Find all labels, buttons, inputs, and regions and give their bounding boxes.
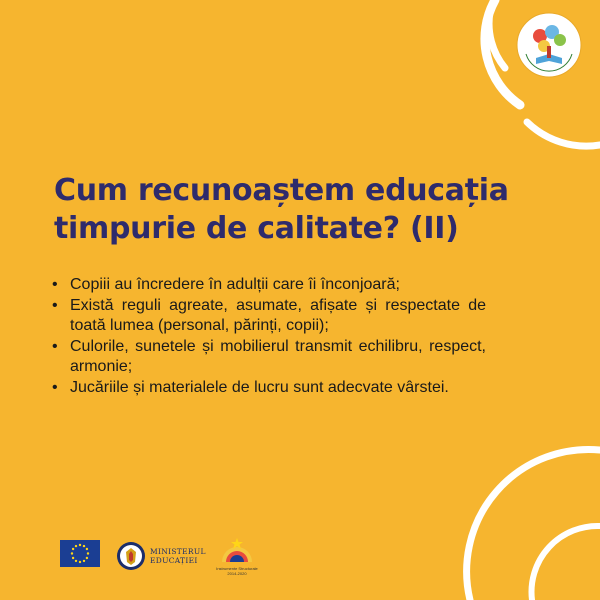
eu-logo [60,540,106,578]
structural-instruments-line-2: 2014-2020 [227,571,247,576]
list-item: • Jucăriile și materialele de lucru sunt adecvate vârstei. [50,378,486,399]
structural-instruments-logo [210,536,264,580]
structural-instruments-line-1: Instrumente Structurale [216,566,258,571]
ministry-logo [116,540,206,576]
list-item: • Culorile, sunetele și mobilierul transmit echilibru, respect, armonie; [50,337,486,378]
romania-crest-icon [116,540,146,572]
ministry-name-line-2: EDUCAȚIEI [150,556,198,565]
structural-instruments-icon [210,536,264,566]
bottom-arc-inner [532,526,600,600]
structural-instruments-text [210,566,264,576]
title-line-2: timpurie de calitate? (II) [54,211,459,246]
top-arc-lower [527,122,600,146]
title-line-1: Cum recunoaștem educația [54,173,509,208]
eu-flag-icon [60,540,100,567]
list-item: • Copiii au încredere în adulții care îi înconjoară; [50,275,486,296]
bullet-list [50,275,486,398]
ministry-name-line-1: MINISTERUL [150,547,206,556]
etic-logo [514,10,584,80]
ministry-name [150,547,206,565]
list-item: • Există reguli agreate, asumate, afișate și respectate de toată lumea (personal, părinți, copii); [50,296,486,337]
page-title [54,172,509,248]
